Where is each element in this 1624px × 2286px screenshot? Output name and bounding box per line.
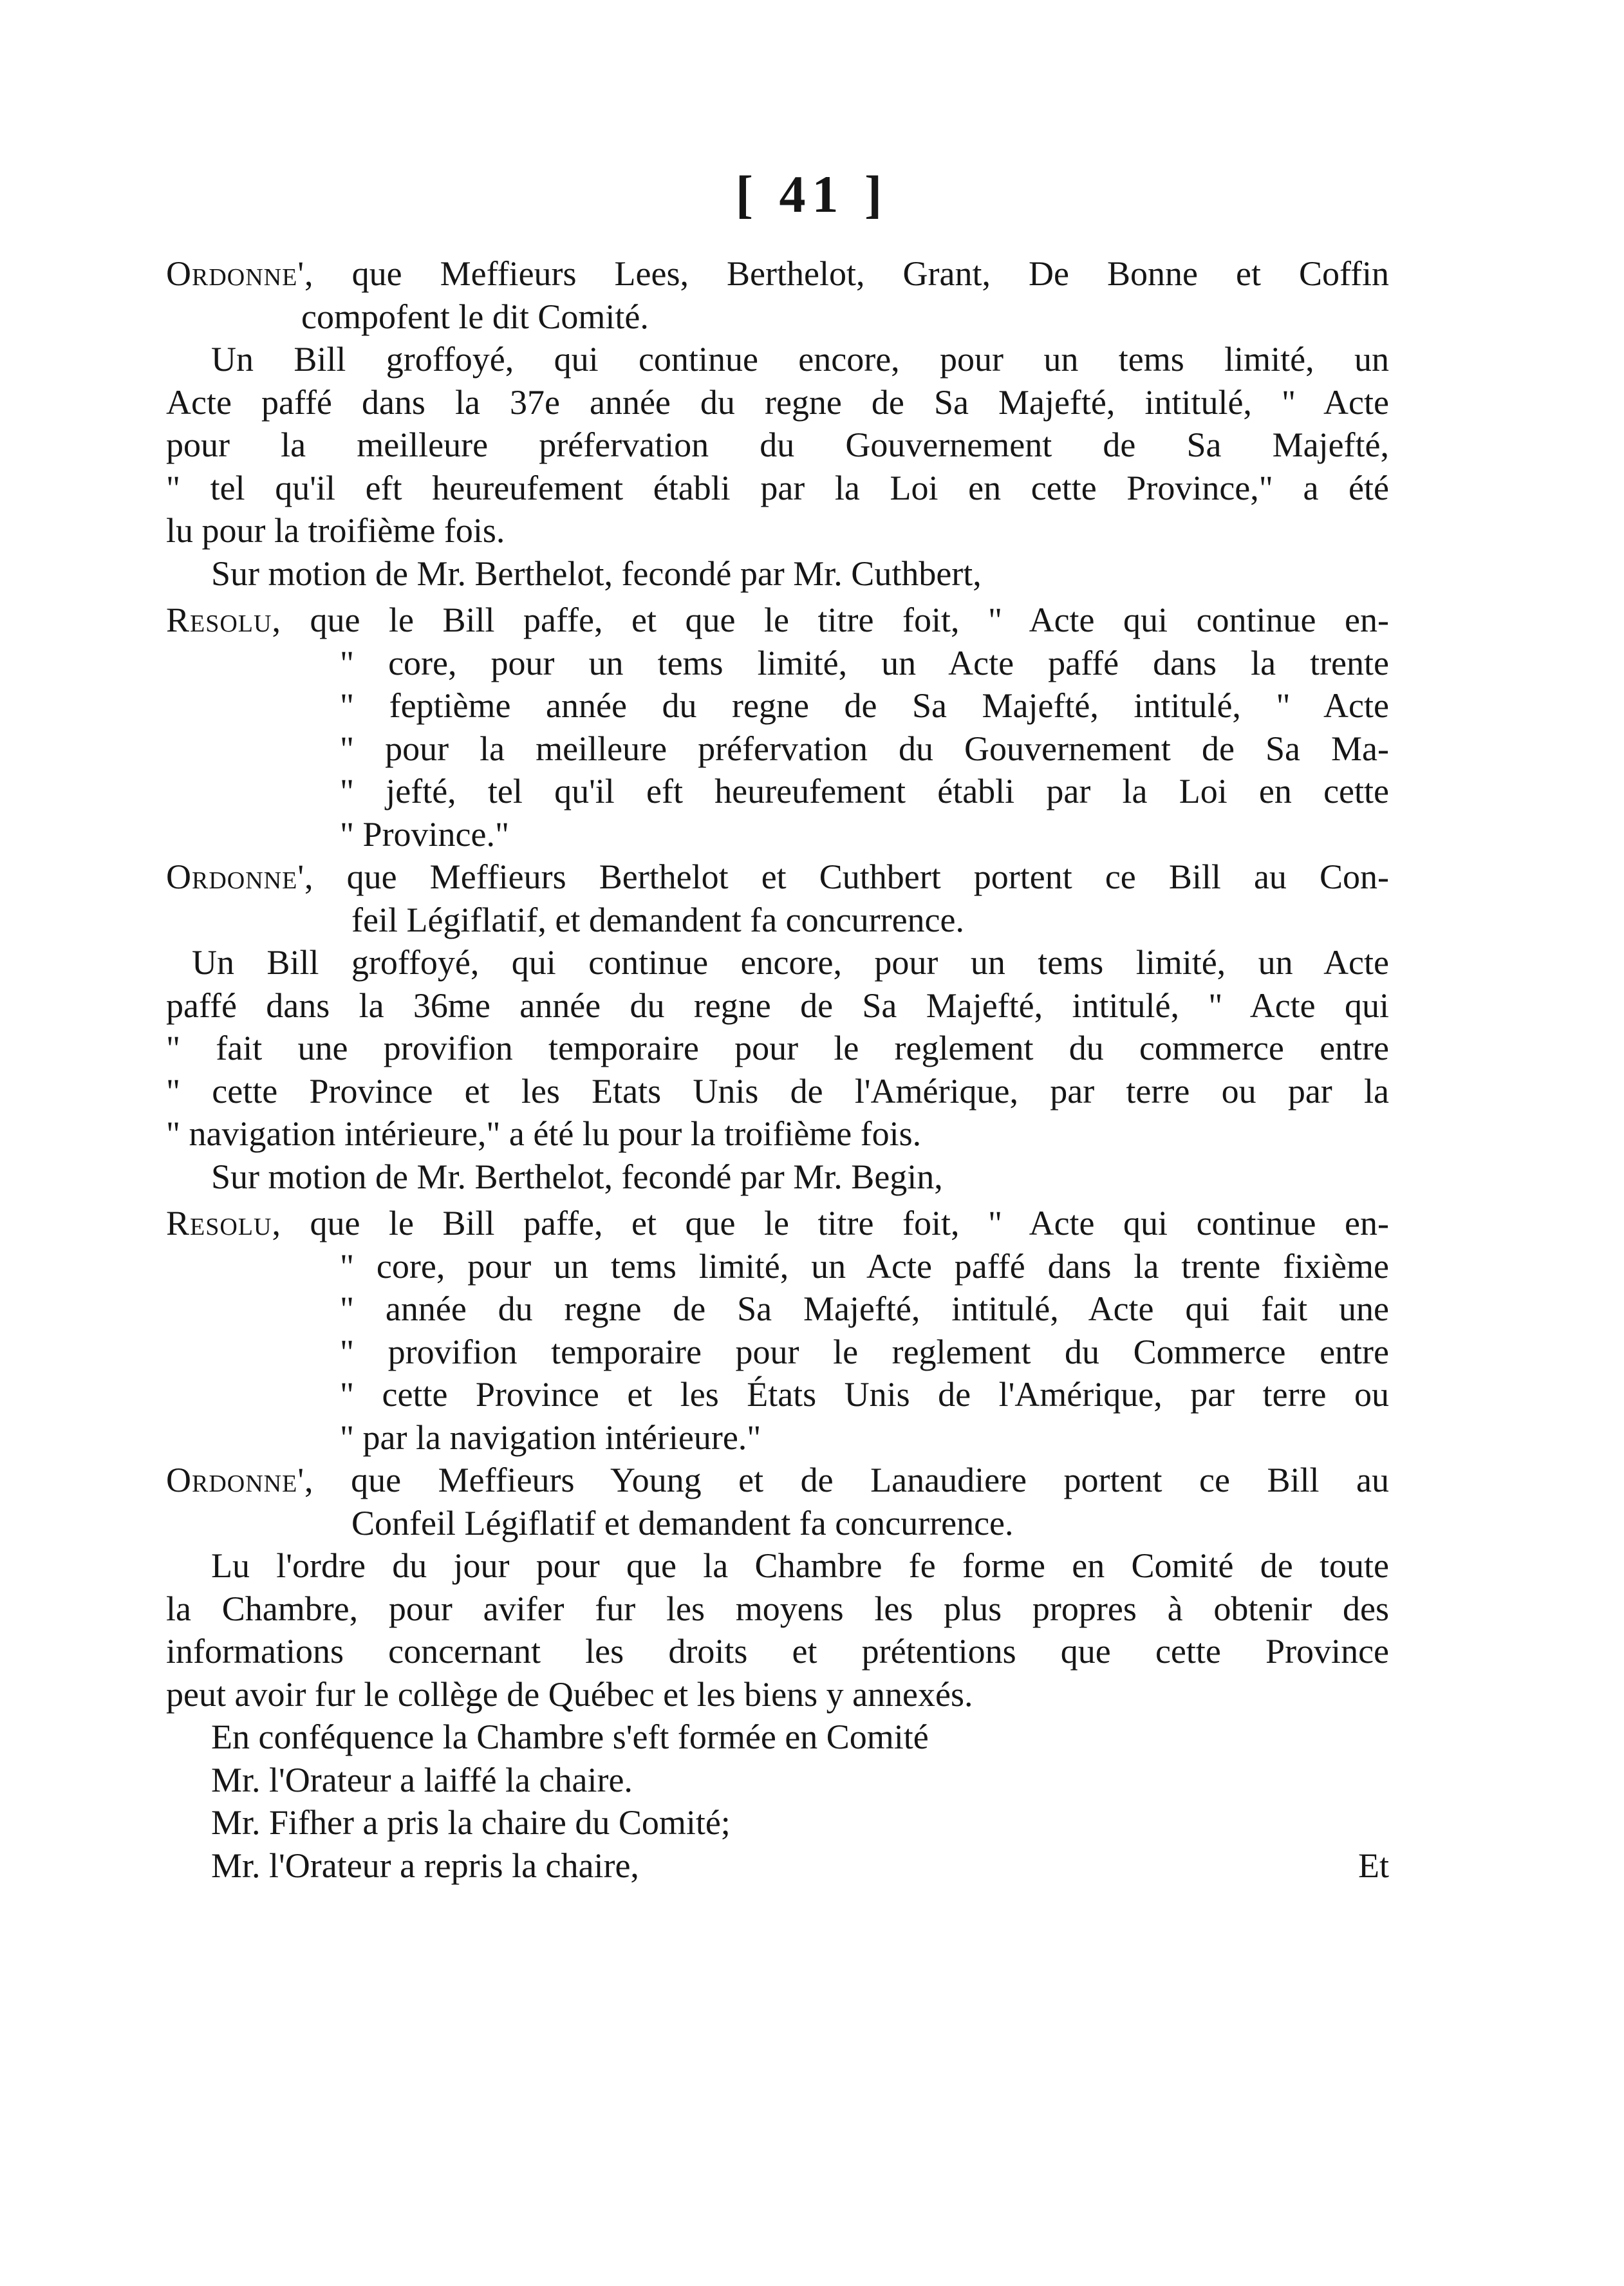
text-line: " navigation intérieure," a été lu pour la troifième fois. <box>166 1114 922 1153</box>
text-line: Sur motion de Mr. Berthelot, fecondé par Mr. Begin, <box>211 1157 943 1196</box>
text-line: peut avoir fur le collège de Québec et les biens y annexés. <box>166 1674 973 1714</box>
text-line: Mr. Fifher a pris la chaire du Comité; <box>211 1803 731 1842</box>
text-line: Acte paffé dans la 37e année du regne de Sa Majefté, intitulé, " Acte <box>166 382 1389 422</box>
text-line: Un Bill groffoyé, qui continue encore, pour un tems limité, un Acte <box>192 943 1389 982</box>
text-line: Lu l'ordre du jour pour que la Chambre fe forme en Comité de toute <box>211 1546 1389 1585</box>
text-line: feil Légiflatif, et demandent fa concurrence. <box>351 900 964 939</box>
text-line <box>166 1459 1389 1502</box>
text-line-content: que Meffieurs Young et de Lanaudiere portent ce Bill au <box>351 1461 1389 1499</box>
text-line: " core, pour un tems limité, un Acte paffé dans la trente fixième <box>340 1246 1389 1286</box>
page-number: [ 41 ] <box>735 165 889 223</box>
text-line: pour la meilleure préfervation du Gouvernement de Sa Majefté, <box>166 426 1389 464</box>
text-line: " cette Province et les États Unis de l'Amérique, par terre ou <box>340 1375 1389 1414</box>
text-line: compofent le dit Comité. <box>301 297 649 336</box>
text-line: " Province." <box>340 814 510 854</box>
text-line: paffé dans la 36me année du regne de Sa Majefté, intitulé, " Acte qui <box>166 986 1389 1025</box>
text-line-content: que le Bill paffe, et que le titre foit, " Acte qui continue en- <box>310 1204 1390 1242</box>
ordonne-label: Ordonne', <box>166 254 314 293</box>
resolu-label: Resolu, <box>166 601 281 639</box>
text-line: Un Bill groffoyé, qui continue encore, pour un tems limité, un <box>211 340 1389 379</box>
text-line: Mr. l'Orateur a laiffé la chaire. <box>211 1760 633 1799</box>
catchword: Et <box>1358 1846 1389 1885</box>
text-line: " core, pour un tems limité, un Acte paffé dans la trente <box>340 643 1389 682</box>
text-line: " cette Province et les Etats Unis de l'Amérique, par terre ou par la <box>166 1071 1389 1110</box>
text-line-content: Mr. l'Orateur a repris la chaire, <box>211 1846 639 1885</box>
resolu-label: Resolu, <box>166 1204 281 1242</box>
text-line <box>166 599 1389 642</box>
text-line: la Chambre, pour avifer fur les moyens les plus propres à obtenir des <box>166 1589 1389 1628</box>
text-line: " par la navigation intérieure." <box>340 1418 761 1457</box>
text-line: " jefté, tel qu'il eft heureufement établi par la Loi en cette <box>340 772 1389 810</box>
text-line: Sur motion de Mr. Berthelot, fecondé par Mr. Cuthbert, <box>211 554 982 593</box>
text-line-content: que Meffieurs Berthelot et Cuthbert portent ce Bill au Con- <box>346 857 1389 896</box>
body-text <box>166 252 1389 1887</box>
text-line: Confeil Légiflatif et demandent fa concurrence. <box>351 1503 1014 1542</box>
text-line-content: que le Bill paffe, et que le titre foit, " Acte qui continue en- <box>310 601 1390 639</box>
text-line-content: que Meffieurs Lees, Berthelot, Grant, De Bonne et Coffin <box>351 254 1389 293</box>
text-line <box>166 252 1389 295</box>
text-line: " année du regne de Sa Majefté, intitulé, Acte qui fait une <box>340 1289 1389 1328</box>
text-line: " fait une provifion temporaire pour le reglement du commerce entre <box>166 1029 1389 1067</box>
text-line <box>166 856 1389 899</box>
text-line: " tel qu'il eft heureufement établi par la Loi en cette Province," a été <box>166 468 1389 507</box>
text-line <box>166 1844 1389 1888</box>
text-line: informations concernant les droits et prétentions que cette Province <box>166 1632 1389 1671</box>
text-line: " pour la meilleure préfervation du Gouvernement de Sa Ma- <box>340 729 1389 768</box>
ordonne-label: Ordonne', <box>166 857 314 896</box>
text-line: lu pour la troifième fois. <box>166 511 505 550</box>
ordonne-label: Ordonne', <box>166 1461 314 1499</box>
text-line <box>166 1202 1389 1245</box>
text-line: En conféquence la Chambre s'eft formée en Comité <box>211 1718 929 1756</box>
text-line: " provifion temporaire pour le reglement du Commerce entre <box>340 1332 1389 1371</box>
text-line: " feptième année du regne de Sa Majefté, intitulé, " Acte <box>340 686 1389 725</box>
